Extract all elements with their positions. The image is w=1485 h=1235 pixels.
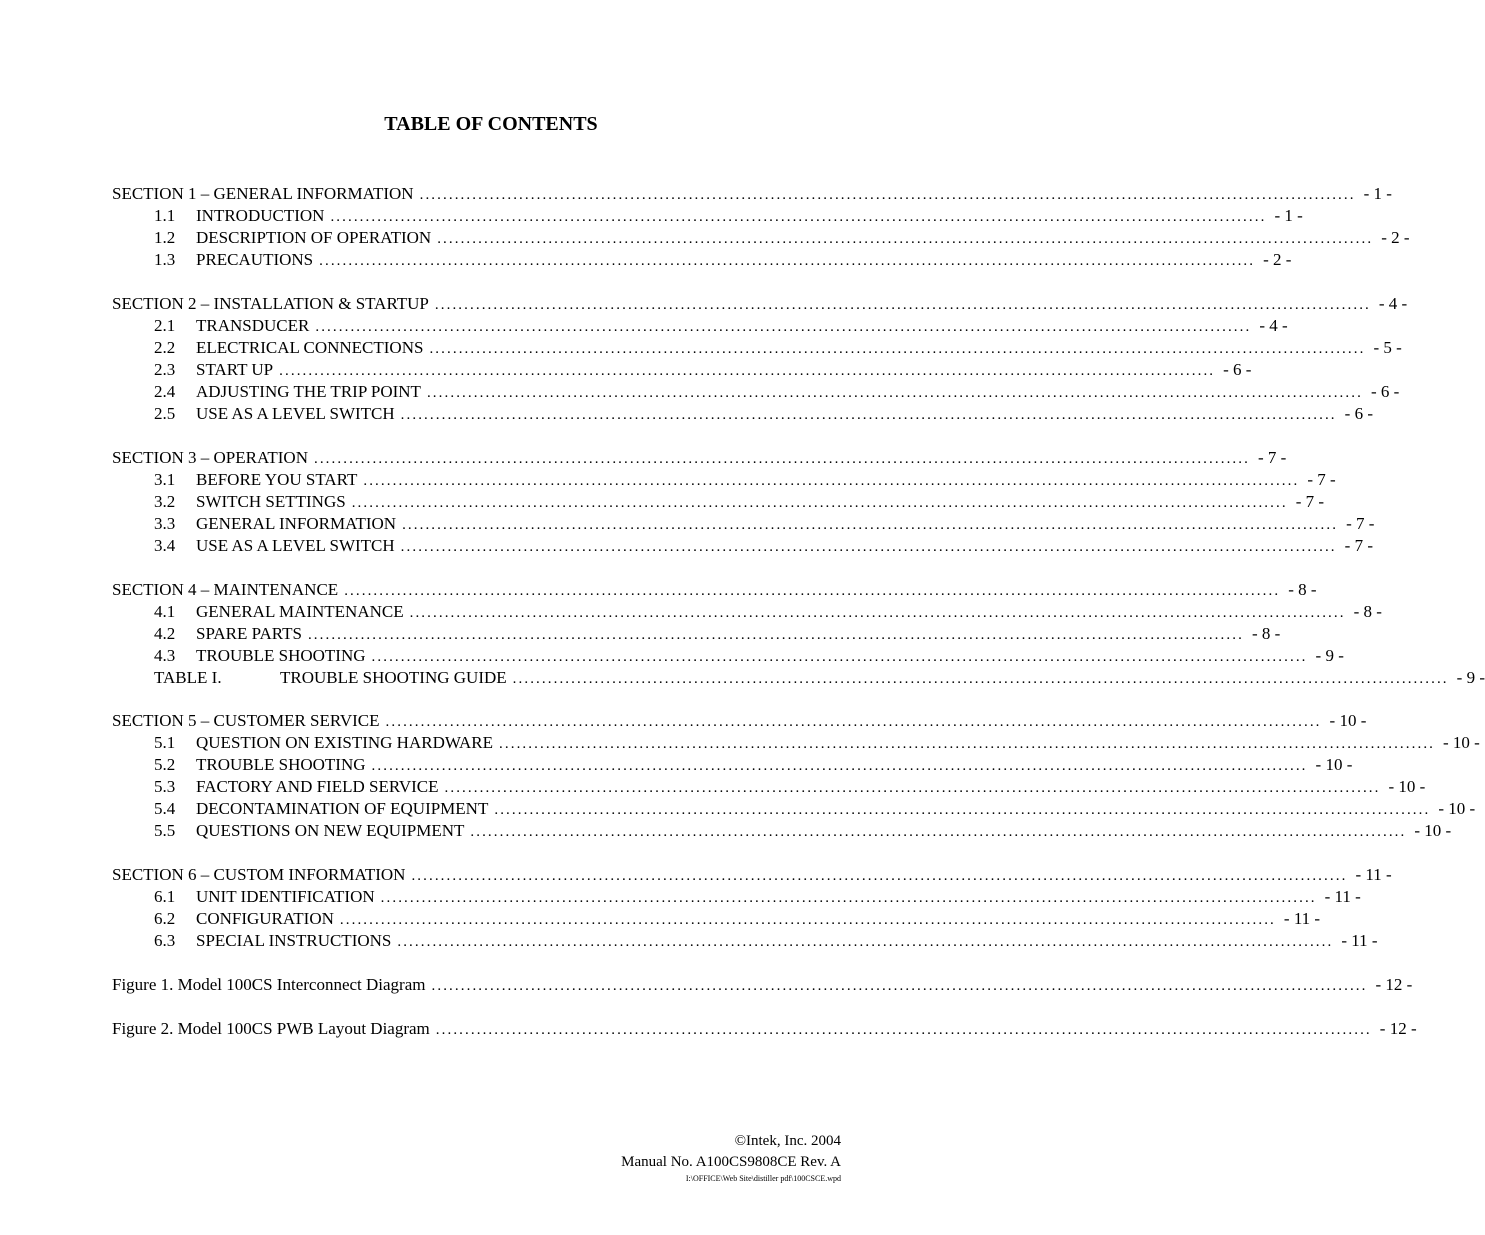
toc-dot-leader: ................................................................................................................................................................	[444, 780, 1381, 796]
toc-entry-page-number: - 10 -	[1438, 799, 1476, 818]
toc-entry-number: 3.4	[154, 536, 176, 555]
toc-entry-page-number: - 11 -	[1324, 887, 1361, 906]
toc-entry-page-number: - 7 -	[1295, 492, 1325, 511]
toc-entry-label: ADJUSTING THE TRIP POINT	[196, 382, 421, 401]
toc-entry-page-number: - 9 -	[1456, 668, 1485, 687]
toc-entry-page-number: - 7 -	[1307, 470, 1336, 489]
toc-dot-leader: ................................................................................................................................................................	[371, 649, 1308, 665]
toc-entry-page-number: - 4 -	[1259, 316, 1288, 335]
toc-entry-label: QUESTION ON EXISTING HARDWARE	[196, 733, 494, 752]
toc-entry-page-number: - 12 -	[1375, 975, 1413, 994]
footer-copyright: ©Intek, Inc. 2004	[734, 1133, 841, 1149]
toc-subsection-entry[interactable]	[154, 776, 1426, 798]
toc-entry-page-number: - 4 -	[1378, 294, 1408, 313]
toc-entry-number: 1.2	[154, 228, 176, 247]
toc-dot-leader: ................................................................................................................................................................	[494, 802, 1431, 818]
toc-dot-leader: ................................................................................................................................................................	[344, 583, 1281, 599]
toc-dot-leader: ................................................................................................................................................................	[385, 714, 1322, 730]
toc-dot-leader: ................................................................................................................................................................	[419, 187, 1356, 203]
toc-entry-number: 6.2	[154, 909, 176, 928]
toc-subsection-entry[interactable]	[154, 469, 1336, 491]
toc-subsection-entry[interactable]	[154, 227, 1410, 249]
toc-entry-page-number: - 7 -	[1346, 514, 1375, 533]
toc-subsection-entry[interactable]	[154, 623, 1281, 645]
toc-entry-page-number: - 10 -	[1329, 711, 1367, 730]
page-title: TABLE OF CONTENTS	[384, 113, 598, 135]
toc-entry-page-number: - 10 -	[1443, 733, 1480, 752]
toc-dot-leader: ................................................................................................................................................................	[339, 912, 1276, 928]
toc-entry-label: SECTION 5 – CUSTOMER SERVICE	[112, 711, 380, 730]
toc-subsection-entry[interactable]	[154, 205, 1303, 227]
toc-dot-leader: ................................................................................................................................................................	[411, 868, 1348, 884]
footer-file-path: I:\OFFICE\Web Site\distiller pdf\100CSCE.wpd	[685, 1174, 841, 1183]
toc-dot-leader: ................................................................................................................................................................	[313, 451, 1250, 467]
toc-entry-page-number: - 8 -	[1251, 624, 1281, 643]
toc-entry-page-number: - 10 -	[1315, 755, 1353, 774]
footer-manual-number: Manual No. A100CS9808CE Rev. A	[621, 1154, 841, 1170]
toc-entry-page-number: - 11 -	[1341, 931, 1378, 950]
toc-subsection-entry[interactable]	[154, 337, 1402, 359]
toc-subsection-entry[interactable]	[154, 491, 1325, 513]
toc-entry-page-number: - 6 -	[1344, 404, 1373, 423]
toc-entry-number: 3.1	[154, 470, 176, 489]
toc-entry-label: USE AS A LEVEL SWITCH	[196, 404, 395, 423]
toc-entry-label: SECTION 1 – GENERAL INFORMATION	[112, 184, 414, 203]
toc-subsection-entry[interactable]	[154, 798, 1476, 820]
toc-entry-label: DECONTAMINATION OF EQUIPMENT	[196, 799, 489, 818]
toc-entry-number: 2.4	[154, 382, 176, 401]
toc-entry-label: TROUBLE SHOOTING	[196, 646, 366, 665]
toc-dot-leader: ................................................................................................................................................................	[429, 341, 1366, 357]
toc-entry-label: Figure 2. Model 100CS PWB Layout Diagram	[112, 1019, 430, 1038]
toc-subsection-entry[interactable]	[154, 601, 1382, 623]
toc-dot-leader: ................................................................................................................................................................	[434, 297, 1371, 313]
toc-entry-number: 2.1	[154, 316, 176, 335]
toc-section-entry[interactable]	[112, 974, 1413, 996]
toc-entry-page-number: - 10 -	[1388, 777, 1426, 796]
toc-subsection-entry[interactable]	[154, 754, 1353, 776]
toc-dot-leader: ................................................................................................................................................................	[499, 736, 1436, 752]
toc-entry-label: SECTION 4 – MAINTENANCE	[112, 580, 339, 599]
toc-entry-label: QUESTIONS ON NEW EQUIPMENT	[196, 821, 465, 840]
toc-dot-leader: ................................................................................................................................................................	[330, 209, 1267, 225]
toc-dot-leader: ................................................................................................................................................................	[431, 978, 1368, 994]
toc-dot-leader: ................................................................................................................................................................	[435, 1022, 1372, 1038]
toc-entry-number: 3.3	[154, 514, 176, 533]
toc-subsection-entry[interactable]	[154, 908, 1321, 930]
toc-dot-leader: ................................................................................................................................................................	[279, 363, 1216, 379]
toc-entry-page-number: - 1 -	[1363, 184, 1392, 203]
toc-entry-page-number: - 8 -	[1353, 602, 1382, 621]
toc-entry-number: 5.5	[154, 821, 176, 840]
toc-entry-label: GENERAL INFORMATION	[196, 514, 397, 533]
toc-dot-leader: ................................................................................................................................................................	[426, 385, 1363, 401]
toc-entry-number: 2.2	[154, 338, 176, 357]
toc-entry-page-number: - 10 -	[1414, 821, 1452, 840]
toc-entry-label: SWITCH SETTINGS	[196, 492, 346, 511]
toc-subsection-entry[interactable]	[154, 381, 1400, 403]
toc-entry-number: 1.1	[154, 206, 176, 225]
toc-subsection-entry[interactable]	[154, 667, 1485, 689]
toc-entry-number: 5.1	[154, 733, 176, 752]
toc-entry-label: GENERAL MAINTENANCE	[196, 602, 404, 621]
toc-entry-page-number: - 7 -	[1344, 536, 1373, 555]
toc-dot-leader: ................................................................................................................................................................	[363, 473, 1300, 489]
toc-entry-number: 5.4	[154, 799, 176, 818]
page-footer	[621, 1131, 841, 1185]
toc-entry-label: Figure 1. Model 100CS Interconnect Diagram	[112, 975, 426, 994]
toc-subsection-entry[interactable]	[154, 886, 1361, 908]
toc-entry-label: DESCRIPTION OF OPERATION	[196, 228, 432, 247]
toc-entry-label: PRECAUTIONS	[196, 250, 314, 269]
toc-section-entry[interactable]	[112, 579, 1317, 601]
toc-dot-leader: ................................................................................................................................................................	[470, 824, 1407, 840]
toc-entry-number: 6.1	[154, 887, 176, 906]
toc-entry-page-number: - 11 -	[1283, 909, 1321, 928]
toc-entry-page-number: - 8 -	[1288, 580, 1317, 599]
toc-dot-leader: ................................................................................................................................................................	[319, 253, 1256, 269]
toc-entry-page-number: - 1 -	[1274, 206, 1303, 225]
toc-entry-label: UNIT IDENTIFICATION	[196, 887, 375, 906]
toc-entry-page-number: - 7 -	[1257, 448, 1287, 467]
toc-entry-label: TRANSDUCER	[196, 316, 310, 335]
toc-subsection-entry[interactable]	[154, 930, 1378, 952]
toc-entry-number: 3.2	[154, 492, 176, 511]
toc-subsection-entry[interactable]	[154, 820, 1452, 842]
toc-subsection-entry[interactable]	[154, 535, 1373, 557]
toc-entry-page-number: - 6 -	[1223, 360, 1252, 379]
toc-entry-page-number: - 12 -	[1379, 1019, 1417, 1038]
toc-entry-number: 2.5	[154, 404, 176, 423]
toc-entry-label: CONFIGURATION	[196, 909, 334, 928]
toc-dot-leader: ................................................................................................................................................................	[397, 934, 1334, 950]
toc-dot-leader: ................................................................................................................................................................	[307, 627, 1244, 643]
toc-entry-label: SECTION 3 – OPERATION	[112, 448, 308, 467]
toc-entry-number: TABLE I.	[154, 668, 222, 687]
toc-entry-label: SECTION 2 – INSTALLATION & STARTUP	[112, 294, 429, 313]
toc-dot-leader: ................................................................................................................................................................	[437, 231, 1374, 247]
toc-entry-label: FACTORY AND FIELD SERVICE	[196, 777, 439, 796]
toc-section-entry[interactable]	[112, 1018, 1417, 1040]
toc-subsection-entry[interactable]	[154, 359, 1252, 381]
toc-entry-page-number: - 6 -	[1370, 382, 1400, 401]
toc-entry-number: 4.1	[154, 602, 176, 621]
toc-dot-leader: ................................................................................................................................................................	[380, 890, 1317, 906]
toc-entry-number: 2.3	[154, 360, 176, 379]
toc-entry-label: SPARE PARTS	[196, 624, 302, 643]
toc-entry-number: 5.3	[154, 777, 176, 796]
toc-subsection-entry[interactable]	[154, 645, 1344, 667]
toc-entry-label: SPECIAL INSTRUCTIONS	[196, 931, 392, 950]
toc-dot-leader: ................................................................................................................................................................	[409, 605, 1346, 621]
toc-entry-page-number: - 9 -	[1315, 646, 1344, 665]
toc-dot-leader: ................................................................................................................................................................	[315, 319, 1252, 335]
toc-subsection-entry[interactable]	[154, 249, 1292, 271]
toc-entry-number: 4.2	[154, 624, 176, 643]
toc-subsection-entry[interactable]	[154, 315, 1288, 337]
toc-subsection-entry[interactable]	[154, 732, 1480, 754]
toc-entry-number: 1.3	[154, 250, 176, 269]
toc-entry-label: USE AS A LEVEL SWITCH	[196, 536, 395, 555]
toc-entry-page-number: - 2 -	[1381, 228, 1410, 247]
toc-entry-label: INTRODUCTION	[196, 206, 325, 225]
toc-subsection-entry[interactable]	[154, 403, 1373, 425]
toc-entry-number: 6.3	[154, 931, 176, 950]
toc-entry-page-number: - 2 -	[1263, 250, 1292, 269]
toc-subsection-entry[interactable]	[154, 513, 1375, 535]
toc-entry-number: 4.3	[154, 646, 176, 665]
toc-section-entry[interactable]	[112, 864, 1392, 886]
toc-entry-label: START UP	[196, 360, 274, 379]
toc-entry-label: ELECTRICAL CONNECTIONS	[196, 338, 424, 357]
toc-section-entry[interactable]	[112, 447, 1287, 469]
toc-section-entry[interactable]	[112, 710, 1367, 732]
toc-entry-number: 5.2	[154, 755, 176, 774]
toc-entry-label: TROUBLE SHOOTING GUIDE	[280, 668, 507, 687]
toc-entry-page-number: - 5 -	[1373, 338, 1402, 357]
toc-entry-label: SECTION 6 – CUSTOM INFORMATION	[112, 865, 406, 884]
toc-section-entry[interactable]	[112, 183, 1392, 205]
toc-dot-leader: ................................................................................................................................................................	[351, 495, 1288, 511]
toc-section-entry[interactable]	[112, 293, 1408, 315]
toc-dot-leader: ................................................................................................................................................................	[371, 758, 1308, 774]
toc-entry-label: TROUBLE SHOOTING	[196, 755, 366, 774]
toc-dot-leader: ................................................................................................................................................................	[400, 407, 1337, 423]
toc-entry-label: BEFORE YOU START	[196, 470, 358, 489]
toc-dot-leader: ................................................................................................................................................................	[512, 671, 1449, 687]
toc-dot-leader: ................................................................................................................................................................	[400, 539, 1337, 555]
toc-dot-leader: ................................................................................................................................................................	[402, 517, 1339, 533]
toc-entry-page-number: - 11 -	[1355, 865, 1392, 884]
